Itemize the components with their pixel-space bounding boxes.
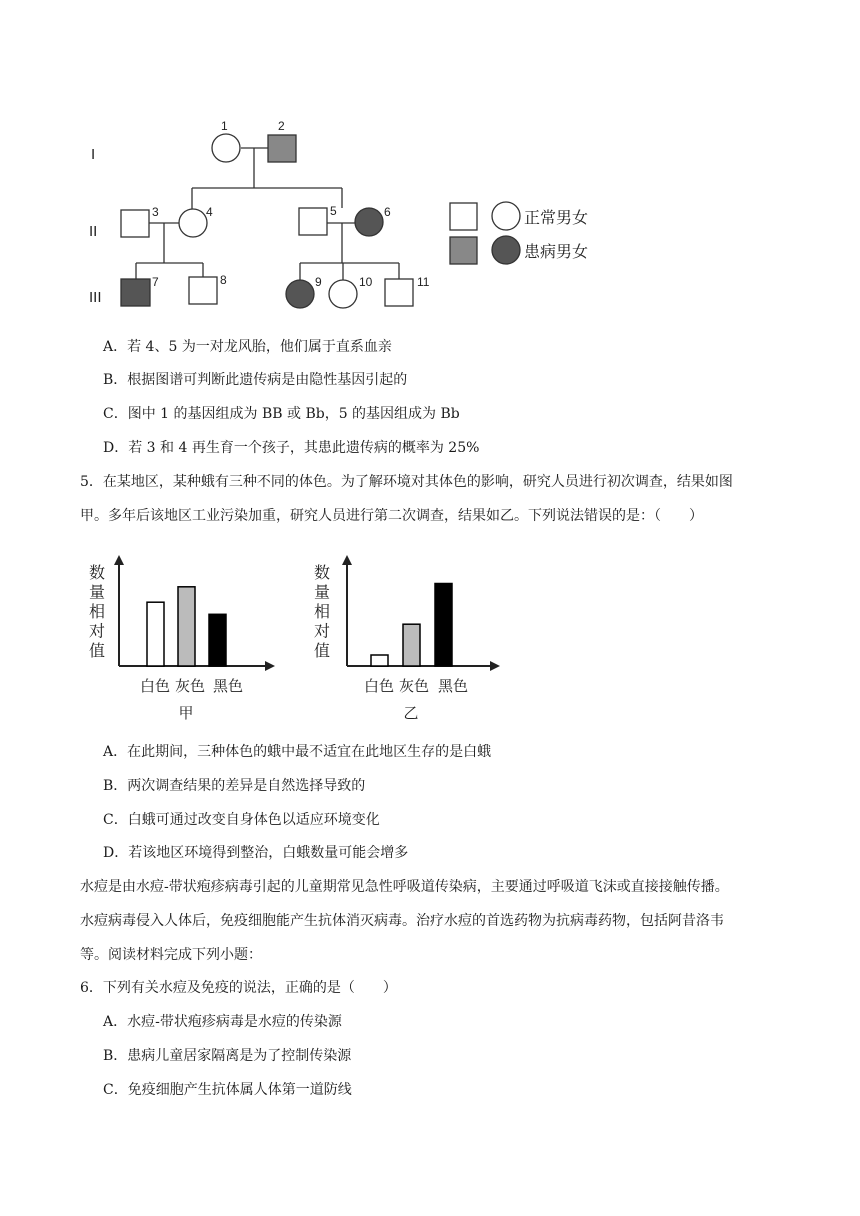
chart-2-category-label: 黑色: [437, 677, 469, 695]
id-label-5: 5: [330, 204, 337, 218]
q5-option-b: B．两次调查结果的差异是自然选择导致的: [103, 778, 366, 794]
id-label-7: 7: [152, 275, 159, 289]
id-label-2: 2: [278, 119, 285, 133]
chart-1-ylabel-char: 相: [88, 602, 106, 621]
q6-option-a: A．水痘-带状疱疹病毒是水痘的传染源: [103, 1014, 342, 1030]
id-label-9: 9: [315, 275, 322, 289]
chart-1-category-label: 白色: [139, 677, 171, 695]
chart-1-ylabel-char: 对: [88, 621, 106, 641]
chart-1-x-arrow: [265, 661, 275, 671]
chart-1-bar-白色: [147, 602, 164, 666]
chart-2-bar-白色: [371, 655, 388, 666]
chart-2-y-arrow: [342, 555, 352, 565]
chart-2-category-label: 白色: [363, 677, 395, 695]
chart-2-ylabel-char: 数: [313, 563, 331, 582]
chart-2-category-label: 灰色: [398, 677, 430, 695]
q5-stem-line2: 甲。多年后该地区工业污染加重，研究人员进行第二次调查，结果如乙。下列说法错误的是：（ ）: [80, 508, 703, 524]
id-label-8: 8: [220, 273, 227, 287]
id-label-6: 6: [384, 205, 391, 219]
id-label-1: 1: [221, 119, 228, 133]
generation-label-I: I: [91, 146, 96, 163]
q6-stem: 6．下列有关水痘及免疫的说法，正确的是（ ）: [80, 980, 397, 996]
chart-1-category-label: 灰色: [174, 677, 206, 695]
chart-2-ylabel-char: 量: [313, 582, 331, 602]
q5-option-c: C．白蛾可通过改变自身体色以适应环境变化: [103, 812, 380, 828]
chart-1-ylabel-char: 量: [88, 582, 106, 602]
q5-stem-line1: 5．在某地区，某种蛾有三种不同的体色。为了解环境对其体色的影响，研究人员进行初次调查，结果如图: [80, 474, 733, 490]
passage-line3: 等。阅读材料完成下列小题：: [80, 947, 262, 963]
q5-option-a: A．在此期间，三种体色的蛾中最不适宜在此地区生存的是白蛾: [103, 744, 492, 760]
chart-2-ylabel-char: 对: [313, 621, 331, 641]
chart-2-bar-灰色: [403, 624, 420, 666]
q6-option-c: C．免疫细胞产生抗体属人体第一道防线: [103, 1082, 352, 1098]
chart-2-title: 乙: [403, 704, 419, 720]
chart-1-bar-黑色: [209, 614, 226, 666]
passage-line2: 水痘病毒侵入人体后，免疫细胞能产生抗体消灭病毒。治疗水痘的首选药物为抗病毒药物，包括阿昔洛韦: [80, 913, 724, 929]
chart-1-category-label: 黑色: [212, 677, 244, 695]
chart-2-ylabel-char: 相: [313, 602, 331, 621]
chart-2-ylabel-char: 值: [313, 641, 331, 660]
chart-1-title: 甲: [178, 704, 194, 720]
chart-1-ylabel-char: 数: [88, 563, 106, 582]
id-label-11: 11: [417, 275, 430, 289]
q6-option-b: B．患病儿童居家隔离是为了控制传染源: [103, 1048, 352, 1064]
legend-affected-label: 患病男女: [524, 242, 589, 261]
q4-option-d: D．若 3 和 4 再生育一个孩子，其患此遗传病的概率为 25%: [103, 440, 480, 456]
legend-normal-label: 正常男女: [524, 208, 589, 227]
q5-option-d: D．若该地区环境得到整治，白蛾数量可能会增多: [103, 845, 409, 861]
generation-label-III: III: [89, 289, 102, 306]
chart-1-y-arrow: [114, 555, 124, 565]
chart-2-x-arrow: [490, 661, 500, 671]
id-label-10: 10: [359, 275, 373, 289]
chart-1-ylabel-char: 值: [88, 641, 106, 660]
id-label-4: 4: [206, 205, 213, 219]
q4-option-b: B．根据图谱可判断此遗传病是由隐性基因引起的: [103, 372, 408, 388]
q4-option-c: C．图中 1 的基因组成为 BB 或 Bb，5 的基因组成为 Bb: [103, 406, 460, 422]
passage-line1: 水痘是由水痘-带状疱疹病毒引起的儿童期常见急性呼吸道传染病，主要通过呼吸道飞沫或直接接触传播。: [80, 879, 729, 895]
chart-1-bar-灰色: [178, 587, 195, 666]
id-label-3: 3: [152, 205, 159, 219]
chart-2-bar-黑色: [435, 584, 452, 667]
q4-option-a: A．若 4、5 为一对龙风胎，他们属于直系血亲: [103, 339, 392, 355]
generation-label-II: II: [89, 223, 98, 240]
